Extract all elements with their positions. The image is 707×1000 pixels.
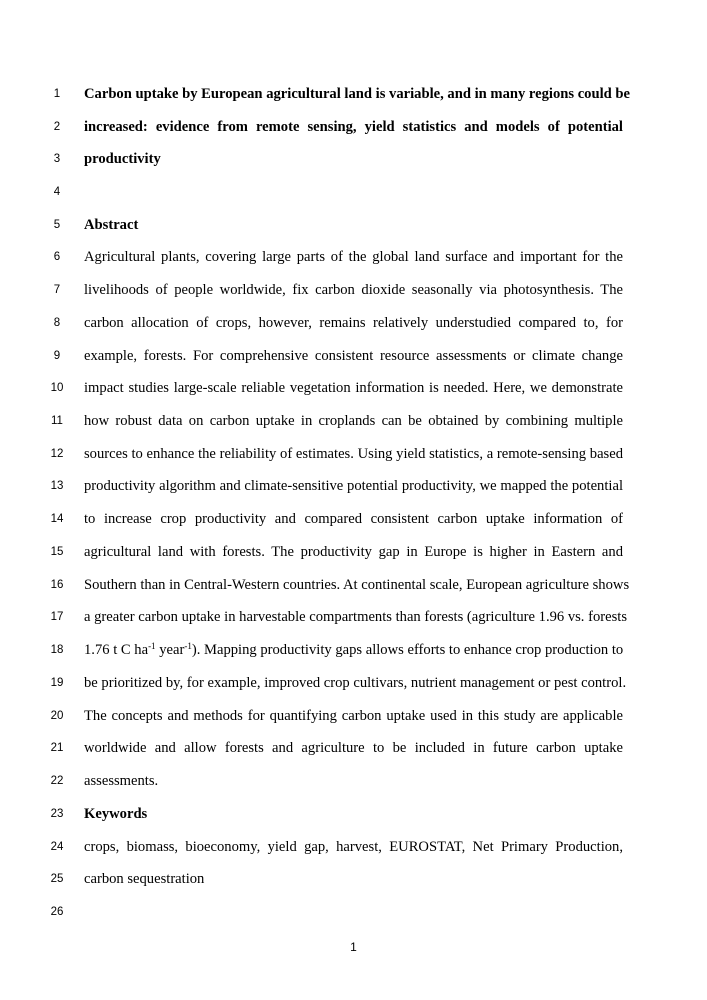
manuscript-line (0, 508, 707, 530)
manuscript-line (0, 148, 707, 170)
manuscript-line (0, 836, 707, 858)
manuscript-line (0, 377, 707, 399)
abstract-text-line: carbon allocation of crops, however, remains relatively understudied compared to, for (84, 315, 623, 331)
manuscript-line (0, 639, 707, 661)
manuscript-line (0, 475, 707, 497)
text-run: ). Mapping productivity gaps allows efforts to enhance crop production to (191, 642, 624, 658)
abstract-text-line (84, 639, 623, 661)
line-number: 12 (50, 448, 64, 460)
line-number: 16 (50, 579, 64, 591)
line-number: 3 (53, 153, 61, 165)
manuscript-line (0, 410, 707, 432)
abstract-text-line: The concepts and methods for quantifying carbon uptake used in this study are applicable (84, 708, 623, 724)
manuscript-line (0, 574, 707, 596)
page-number: 1 (350, 940, 357, 954)
line-number: 8 (53, 317, 61, 329)
abstract-text-line: to increase crop productivity and compared consistent carbon uptake information of (84, 511, 623, 527)
manuscript-line (0, 279, 707, 301)
manuscript-line (0, 705, 707, 727)
line-number: 1 (53, 88, 61, 100)
keywords-line: crops, biomass, bioeconomy, yield gap, harvest, EUROSTAT, Net Primary Production, (84, 839, 623, 855)
text-run: year (155, 642, 185, 658)
manuscript-line (0, 672, 707, 694)
abstract-text-line: impact studies large-scale reliable vegetation information is needed. Here, we demonstrate (84, 380, 623, 396)
abstract-text-line: livelihoods of people worldwide, fix carbon dioxide seasonally via photosynthesis. The (84, 282, 623, 298)
line-number: 24 (50, 841, 64, 853)
line-number: 19 (50, 677, 64, 689)
line-number: 25 (50, 873, 64, 885)
manuscript-line (0, 868, 707, 890)
title-line: increased: evidence from remote sensing, yield statistics and models of potential (84, 119, 623, 135)
text-run: 1.76 t C ha (84, 642, 149, 658)
line-number: 17 (50, 611, 64, 623)
line-number: 5 (53, 219, 61, 231)
abstract-text-line: worldwide and allow forests and agriculture to be included in future carbon uptake (84, 740, 623, 756)
abstract-text-line: be prioritized by, for example, improved crop cultivars, nutrient management or pest control. (84, 675, 627, 691)
line-number: 23 (50, 808, 64, 820)
manuscript-line (0, 214, 707, 236)
abstract-text-line: productivity algorithm and climate-sensitive potential productivity, we mapped the potential (84, 478, 623, 494)
line-number: 4 (53, 186, 61, 198)
manuscript-line (0, 312, 707, 334)
line-number: 20 (50, 710, 64, 722)
line-number: 21 (50, 742, 64, 754)
abstract-heading: Abstract (84, 217, 139, 233)
keywords-line: carbon sequestration (84, 871, 205, 887)
manuscript-line (0, 116, 707, 138)
superscript: -1 (184, 641, 192, 651)
manuscript-line (0, 737, 707, 759)
title-line: productivity (84, 151, 161, 167)
line-number: 26 (50, 906, 64, 918)
abstract-text-line: how robust data on carbon uptake in croplands can be obtained by combining multiple (84, 413, 623, 429)
manuscript-line (0, 181, 707, 203)
line-number: 11 (51, 415, 63, 427)
abstract-text-line: assessments. (84, 773, 159, 789)
line-number: 14 (50, 513, 64, 525)
line-number: 13 (50, 480, 64, 492)
line-number: 9 (53, 350, 61, 362)
manuscript-line (0, 541, 707, 563)
manuscript-line (0, 901, 707, 923)
manuscript-line (0, 83, 707, 105)
keywords-heading: Keywords (84, 806, 148, 822)
abstract-text-line: sources to enhance the reliability of estimates. Using yield statistics, a remote-sensing based (84, 446, 623, 462)
line-number: 22 (50, 775, 64, 787)
line-number: 15 (50, 546, 64, 558)
line-number: 18 (50, 644, 64, 656)
superscript: -1 (148, 641, 156, 651)
manuscript-line (0, 770, 707, 792)
abstract-text-line: agricultural land with forests. The productivity gap in Europe is higher in Eastern and (84, 544, 623, 560)
line-number: 6 (53, 251, 61, 263)
abstract-text-line: Southern than in Central-Western countries. At continental scale, European agriculture shows (84, 577, 630, 593)
manuscript-line (0, 345, 707, 367)
manuscript-line (0, 803, 707, 825)
manuscript-line (0, 443, 707, 465)
abstract-text-line: example, forests. For comprehensive consistent resource assessments or climate change (84, 348, 623, 364)
manuscript-line (0, 606, 707, 628)
manuscript-line (0, 246, 707, 268)
line-number: 2 (53, 121, 61, 133)
line-number: 7 (53, 284, 61, 296)
line-number: 10 (50, 382, 64, 394)
abstract-text-line: Agricultural plants, covering large parts of the global land surface and important for the (84, 249, 623, 265)
title-line: Carbon uptake by European agricultural land is variable, and in many regions could be (84, 86, 631, 102)
abstract-text-line: a greater carbon uptake in harvestable compartments than forests (agriculture 1.96 vs. forests (84, 609, 628, 625)
